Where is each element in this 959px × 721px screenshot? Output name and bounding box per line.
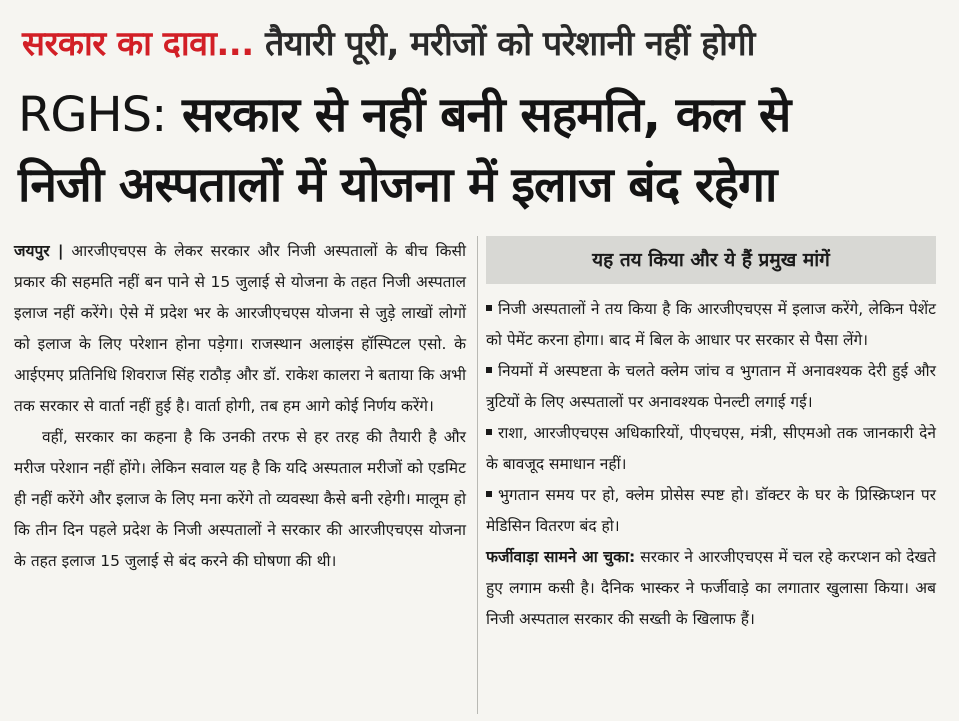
kicker-subtitle: तैयारी पूरी, मरीजों को परेशानी नहीं होगी	[264, 24, 755, 64]
demand-text: निजी अस्पतालों ने तय किया है कि आरजीएचएस में इलाज करेंगे, लेकिन पेशेंट को पेमेंट करना होगा। बाद में बिल के आधार पर सरकार से पैसा लेंगे।	[486, 300, 936, 349]
paragraph-1-text: आरजीएचएस के लेकर सरकार और निजी अस्पतालों के बीच किसी प्रकार की सहमति नहीं बन पाने से 15 जुलाई से योजना के तहत निजी अस्पताल इलाज नहीं करेंगे। ऐसे में प्रदेश भर के आरजीएचएस योजना से जुड़े लाखों लोगों को इलाज के लिए परेशान होना पड़ेगा। राजस्थान अलाइंस हॉस्पिटल एसो. के आईएमए प्रतिनिधि शिवराज सिंह राठौड़ और डॉ. राकेश कालरा ने बताया कि अभी तक सरकार से वार्ता नहीं हुई है। वार्ता होगी, तब हम आगे कोई निर्णय करेंगे।	[14, 242, 466, 415]
demands-sidebar	[486, 236, 936, 635]
article-body	[14, 236, 466, 577]
demand-text: भुगतान समय पर हो, क्लेम प्रोसेस स्पष्ट हो। डॉक्टर के घर के प्रिस्क्रिप्शन पर मेडिसिन वितरण बंद हो।	[486, 486, 936, 535]
demand-text: राशा, आरजीएचएस अधिकारियों, पीएचएस, मंत्री, सीएमओ तक जानकारी देने के बावजूद समाधान नहीं।	[486, 424, 936, 473]
article-paragraph-2: वहीं, सरकार का कहना है कि उनकी तरफ से हर तरह की तैयारी है और मरीज परेशान नहीं होंगे। लेकिन सवाल यह है कि यदि अस्पताल मरीजों को एडमिट ही नहीं करेंगे और इलाज के लिए मना करेंगे तो व्यवस्था कैसे बनी रहेगी। मालूम हो कि तीन दिन पहले प्रदेश के निजी अस्पतालों ने सरकार की आरजीएचएस योजना के तहत इलाज 15 जुलाई से बंद करने की घोषणा की थी।	[14, 428, 466, 570]
bullet-icon	[486, 491, 492, 497]
bullet-icon	[486, 305, 492, 311]
demand-item	[486, 480, 936, 542]
bullet-icon	[486, 367, 492, 373]
fraud-note	[486, 542, 936, 635]
sidebar-heading: यह तय किया और ये हैं प्रमुख मांगें	[486, 236, 936, 284]
headline-line-1	[18, 80, 948, 150]
headline-line-2: निजी अस्पतालों में योजना में इलाज बंद रहेगा	[18, 157, 777, 213]
article-paragraph-1	[14, 236, 466, 422]
fraud-note-text: सरकार ने आरजीएचएस में चल रहे करप्शन को देखते हुए लगाम कसी है। दैनिक भास्कर ने फर्जीवाड़े का लगातार खुलासा किया। अब निजी अस्पताल सरकार की सख्ती के खिलाफ हैं।	[486, 548, 937, 628]
bullet-icon	[486, 429, 492, 435]
demand-item	[486, 294, 936, 356]
headline-text-1: सरकार से नहीं बनी सहमति, कल से	[182, 87, 791, 143]
demand-item	[486, 418, 936, 480]
kicker-line	[22, 14, 942, 74]
dateline: जयपुर |	[14, 242, 64, 260]
demand-item	[486, 356, 936, 418]
demand-text: नियमों में अस्पष्टता के चलते क्लेम जांच व भुगतान में अनावश्यक देरी हुई और त्रुटियों के लिए अस्पतालों पर अनावश्यक पेनल्टी लगाई गई।	[486, 362, 936, 411]
kicker-claim: सरकार का दावा...	[22, 24, 254, 64]
main-headline	[18, 80, 948, 220]
column-divider	[477, 236, 478, 714]
headline-prefix: RGHS:	[18, 87, 167, 143]
fraud-note-lead: फर्जीवाड़ा सामने आ चुका:	[486, 548, 636, 566]
